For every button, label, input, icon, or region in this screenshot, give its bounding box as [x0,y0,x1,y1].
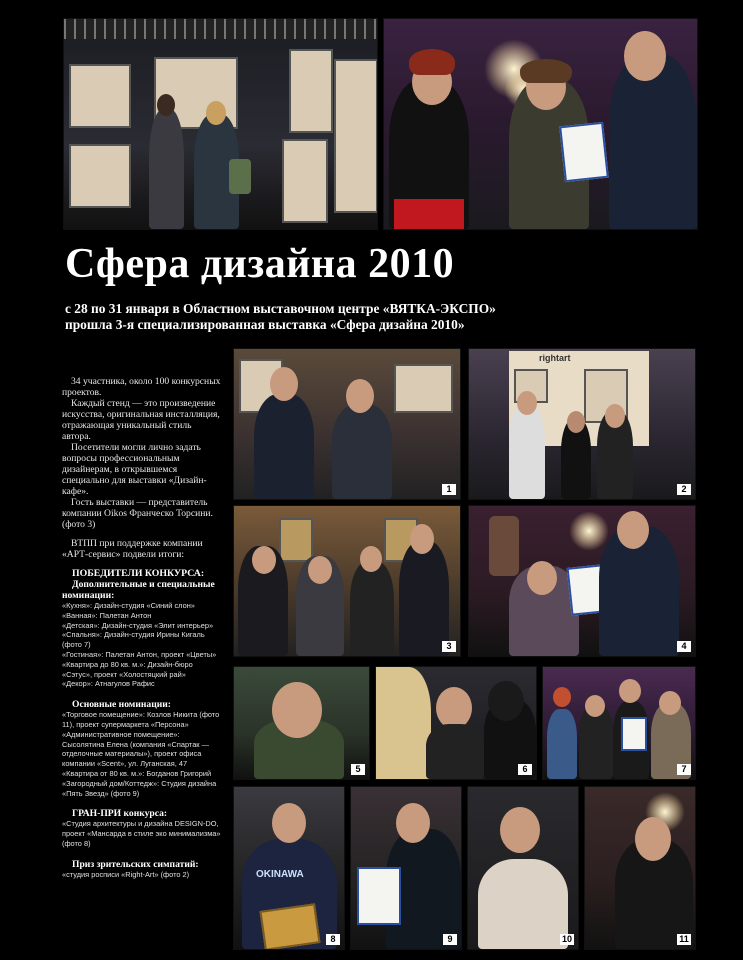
list-item: «Загородный дом/Коттедж»: Студия дизайна «Пять Звезд» (фото 9) [62,778,217,798]
photo-number: 7 [677,764,691,775]
list-item: «Гостиная»: Палетан Антон, проект «Цветы» [62,649,217,659]
additional-nominations-list [62,601,222,689]
top-photo-exhibition-stand [63,18,378,230]
list-item: «Детская»: Дизайн-студия «Элит интерьер» [62,620,214,630]
top-photo-award-ceremony [383,18,698,230]
list-item: «Кухня»: Дизайн-студия «Синий слон» [62,601,195,610]
list-item: «Квартира от 80 кв. м.»: Богданов Григорий [62,768,212,778]
photo-10 [467,786,579,950]
photo-number: 4 [677,641,691,652]
photo-7 [542,666,696,780]
list-item: «Ванная»: Палетан Антон [62,610,152,620]
photo-6 [375,666,537,780]
body-paragraph: Гость выставки — представитель компании Oikos Франческо Торсини. (фото 3) [62,497,213,530]
list-item: «Торговое помещение»: Козлов Никита (фото 11), проект супермаркета «Персона» [62,710,220,729]
photo-11 [584,786,696,950]
body-paragraph: 34 участника, около 100 конкурсных проектов. [62,376,221,398]
subtitle-line-2: прошла 3-я специализированная выставка «Сфера дизайна 2010» [65,317,465,332]
photo-5 [233,666,370,780]
shirt-text: OKINAWA [256,869,304,880]
list-item: «Декор»: Атнагулов Рафис [62,679,155,689]
list-item: «Административное помещение»: Сысолятина Елена (компания «Спартак — отделочные материалы»), проект офиса компании «Scent», ул. Луганская, 47 [62,729,209,769]
audience-prize-list [62,870,222,880]
rightart-banner: rightart [539,353,571,363]
photo-number: 11 [677,934,691,945]
subtitle-line-1: с 28 по 31 января в Областном выставочном центре «ВЯТКА-ЭКСПО» [65,301,496,316]
photo-number: 2 [677,484,691,495]
photo-number: 5 [351,764,365,775]
grand-prix-list [62,819,222,848]
list-item: «Спальня»: Дизайн-студия Ирины Кигаль (фото 7) [62,630,205,650]
photo-3 [233,505,461,657]
article-body [62,376,222,880]
main-nominations-heading: Основные номинации: [72,699,171,711]
list-item: «Студия архитектуры и дизайна DESIGN-DO, проект «Мансарда в стиле эко минимализма» (фото 8) [62,819,221,848]
audience-prize-heading: Приз зрительских симпатий: [72,858,199,870]
article-subtitle [65,301,685,333]
list-item: «Квартира до 80 кв. м.»: Дизайн-бюро «Сэтус», проект «Холостяцкий рай» [62,659,193,679]
photo-number: 10 [561,934,572,944]
photo-number: 3 [442,641,456,652]
photo-1 [233,348,461,500]
photo-number: 9 [443,934,457,945]
photo-2 [468,348,696,500]
winners-heading: ПОБЕДИТЕЛИ КОНКУРСА: [72,568,205,579]
list-item: «студия росписи «Right-Art» (фото 2) [62,869,190,879]
photo-number: 6 [518,764,532,775]
article-title: Сфера дизайна 2010 [65,241,455,287]
photo-9 [350,786,462,950]
body-paragraph: Посетители могли лично задать вопросы профессиональным дизайнерам, в открывшемся специально для выставки «Дизайн-кафе». [62,442,207,497]
photo-4 [468,505,696,657]
photo-number: 8 [326,934,340,945]
additional-nominations-heading: Дополнительные и специальные номинации: [62,579,215,601]
photo-8 [233,786,345,950]
photo-number: 1 [442,484,456,495]
main-nominations-list [62,710,222,798]
body-paragraph: ВТПП при поддержке компании «АРТ-сервис» подвели итоги: [62,538,203,560]
grand-prix-heading: ГРАН-ПРИ конкурса: [72,808,168,820]
body-paragraph: Каждый стенд — это произведение искусства, оригинальная инсталляция, отражающая уникальный стиль автора. [62,398,220,442]
